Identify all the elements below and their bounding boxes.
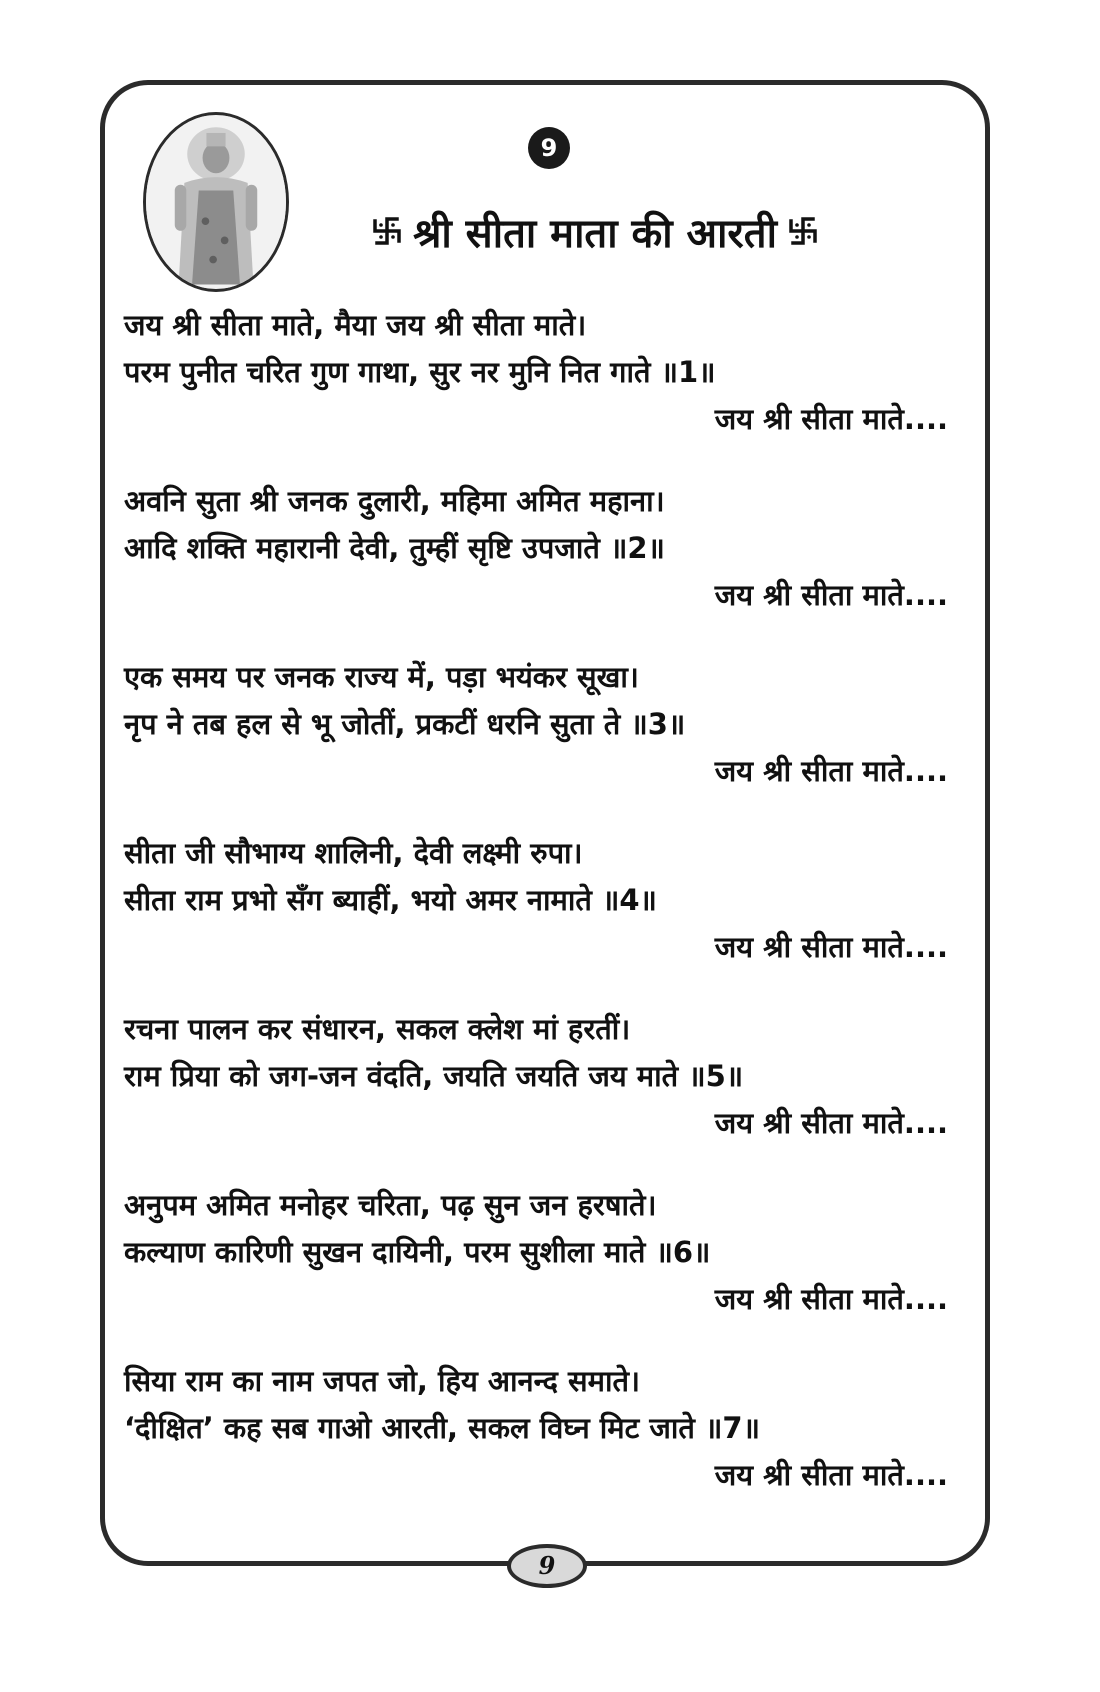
verse-line: रचना पालन कर संधारन, सकल क्लेश मां हरतीं। (124, 1012, 631, 1046)
verse-line: अवनि सुता श्री जनक दुलारी, महिमा अमित महाना। (124, 484, 665, 518)
verse-line: राम प्रिया को जग-जन वंदति, जयति जयति जय माते ॥5॥ (124, 1059, 744, 1093)
verse-refrain: जय श्री सीता माते.... (714, 1106, 948, 1140)
verse-line: एक समय पर जनक राज्य में, पड़ा भयंकर सूखा। (124, 660, 639, 694)
verse-refrain: जय श्री सीता माते.... (714, 578, 948, 612)
section-number-badge: 9 (528, 127, 570, 169)
verse-line: जय श्री सीता माते, मैया जय श्री सीता माते। (124, 308, 587, 342)
aarti-verses (124, 302, 960, 1499)
deity-icon (146, 115, 286, 289)
verse-line: ‘दीक्षित’ कह सब गाओ आरती, सकल विघ्न मिट जाते ॥7॥ (124, 1411, 760, 1445)
verse-line: सीता जी सौभाग्य शालिनी, देवी लक्ष्मी रुपा। (124, 836, 583, 870)
verse-line: सिया राम का नाम जपत जो, हिय आनन्द समाते। (124, 1364, 641, 1398)
verse-line: अनुपम अमित मनोहर चरिता, पढ़ सुन जन हरषाते। (124, 1188, 657, 1222)
page-number: 9 (507, 1544, 587, 1588)
verse-4 (124, 830, 960, 971)
verse-refrain: जय श्री सीता माते.... (714, 754, 948, 788)
verse-line: परम पुनीत चरित गुण गाथा, सुर नर मुनि नित गाते ॥1॥ (124, 355, 716, 389)
verse-7 (124, 1358, 960, 1499)
swastik-right-icon (789, 217, 817, 245)
verse-6 (124, 1182, 960, 1323)
verse-1 (124, 302, 960, 443)
goddess-portrait-image (143, 112, 289, 292)
verse-refrain: जय श्री सीता माते.... (714, 930, 948, 964)
page-title: श्री सीता माता की आरती (413, 210, 777, 257)
title-row (330, 196, 860, 266)
verse-3 (124, 654, 960, 795)
verse-line: आदि शक्ति महारानी देवी, तुम्हीं सृष्टि उपजाते ॥2॥ (124, 531, 665, 565)
verse-2 (124, 478, 960, 619)
verse-refrain: जय श्री सीता माते.... (714, 1282, 948, 1316)
verse-refrain: जय श्री सीता माते.... (714, 1458, 948, 1492)
verse-5 (124, 1006, 960, 1147)
verse-line: सीता राम प्रभो सँग ब्याहीं, भयो अमर नामाते ॥4॥ (124, 883, 657, 917)
verse-refrain: जय श्री सीता माते.... (714, 402, 948, 436)
swastik-left-icon (373, 217, 401, 245)
verse-line: कल्याण कारिणी सुखन दायिनी, परम सुशीला माते ॥6॥ (124, 1235, 711, 1269)
verse-line: नृप ने तब हल से भू जोतीं, प्रकटीं धरनि सुता ते ॥3॥ (124, 707, 686, 741)
